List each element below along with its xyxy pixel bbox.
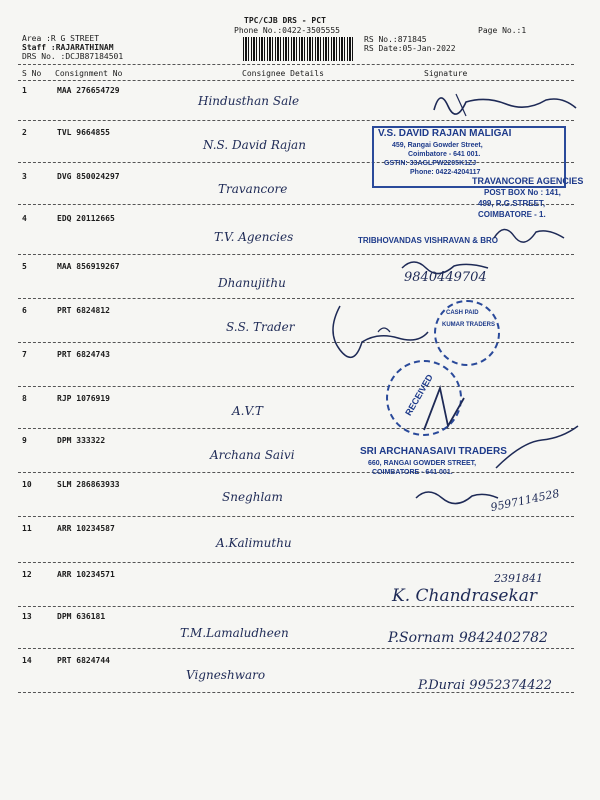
signature-row4 xyxy=(490,222,570,246)
row-consignment: ARR 10234571 xyxy=(57,570,115,579)
david-stamp-address1: 459, Rangai Gowder Street, xyxy=(392,142,483,149)
col-consignee-header: Consignee Details xyxy=(242,69,324,78)
rs-date: RS Date:05-Jan-2022 xyxy=(364,44,456,53)
row-sno: 8 xyxy=(22,394,27,403)
row-consignee: Travancore xyxy=(218,182,288,196)
row-sno: 14 xyxy=(22,656,32,665)
cash-paid-stamp: CASH PAID xyxy=(446,310,479,316)
row-consignee: T.M.Lamaludheen xyxy=(180,626,289,640)
row-consignment: DPM 636181 xyxy=(57,612,106,621)
row-consignment: MAA 856919267 xyxy=(57,262,120,271)
row-consignment: DPM 333322 xyxy=(57,436,106,445)
signature-row14: P.Durai 9952374422 xyxy=(418,678,553,693)
row-sno: 5 xyxy=(22,262,27,271)
row-consignment: ARR 10234587 xyxy=(57,524,115,533)
rs-number: RS No.:871845 xyxy=(364,35,427,44)
signature-row5-phone: 9840449704 xyxy=(404,270,487,285)
row-sno: 13 xyxy=(22,612,32,621)
col-signature-header: Signature xyxy=(424,69,468,78)
row-consignment: PRT 6824743 xyxy=(57,350,110,359)
signature-row6 xyxy=(318,302,438,362)
signature-row1 xyxy=(426,86,586,122)
travancore-stamp-address1: POST BOX No : 141, xyxy=(484,188,561,197)
row-divider xyxy=(18,386,574,387)
travancore-stamp-name: TRAVANCORE AGENCIES xyxy=(472,176,584,186)
row-sno: 4 xyxy=(22,214,27,223)
row-divider xyxy=(18,606,574,607)
area-label: Area :R G STREET xyxy=(22,34,100,43)
row-sno: 11 xyxy=(22,524,32,533)
row-consignee: A.V.T xyxy=(232,404,263,418)
row-consignee: Dhanujithu xyxy=(218,276,286,290)
travancore-stamp-address3: COIMBATORE - 1. xyxy=(478,210,546,219)
kumar-stamp-name: KUMAR TRADERS xyxy=(442,322,495,328)
document-title: TPC/CJB DRS - PCT xyxy=(244,16,326,25)
david-stamp-phone: Phone: 0422-4204117 xyxy=(410,169,481,176)
row-divider xyxy=(18,428,574,429)
row-sno: 6 xyxy=(22,306,27,315)
row-consignment: PRT 6824812 xyxy=(57,306,110,315)
signature-row8 xyxy=(414,380,474,440)
row-divider xyxy=(18,298,574,299)
row-divider xyxy=(18,648,574,649)
page-number: Page No.:1 xyxy=(478,26,527,35)
drs-number: DRS No. :DCJB87184501 xyxy=(22,52,124,61)
col-sno-header: S No xyxy=(22,69,42,78)
archana-stamp-address2: COIMBATORE - 641 001. xyxy=(372,469,453,476)
archana-stamp-name: SRI ARCHANASAIVI TRADERS xyxy=(360,446,507,457)
row-consignee: Vigneshwaro xyxy=(186,668,266,682)
travancore-stamp-address2: 499, R.G.STREET, xyxy=(478,199,546,208)
row-sno: 2 xyxy=(22,128,27,137)
row-consignment: PRT 6824744 xyxy=(57,656,110,665)
row-consignee: S.S. Trader xyxy=(226,320,295,334)
row-divider xyxy=(18,562,574,563)
david-stamp-name: V.S. DAVID RAJAN MALIGAI xyxy=(378,128,512,139)
row-consignee: N.S. David Rajan xyxy=(203,138,306,152)
received-stamp-text: RECEIVED xyxy=(403,372,435,418)
signature-row13: P.Sornam 9842402782 xyxy=(388,630,548,646)
row-consignee: A.Kalimuthu xyxy=(216,536,292,550)
signature-row10-stroke xyxy=(412,484,502,508)
barcode xyxy=(243,37,353,61)
row-sno: 1 xyxy=(22,86,27,95)
david-stamp-address2: Coimbatore - 641 001. xyxy=(408,151,481,158)
row-sno: 7 xyxy=(22,350,27,359)
col-consignment-header: Consignment No xyxy=(55,69,123,78)
staff-label: Staff :RAJARATHINAM xyxy=(22,43,114,52)
signature-row10-phone: 9597114528 xyxy=(489,486,561,515)
row-consignment: MAA 276654729 xyxy=(57,86,120,95)
row-consignee: Hindusthan Sale xyxy=(198,94,300,108)
signature-row12-name: K. Chandrasekar xyxy=(392,586,538,606)
row-consignee: T.V. Agencies xyxy=(214,230,294,244)
row-sno: 9 xyxy=(22,436,27,445)
row-consignment: SLM 286863933 xyxy=(57,480,120,489)
header-rule-bottom xyxy=(18,80,574,81)
archana-stamp-address1: 660, RANGAI GOWDER STREET, xyxy=(368,460,477,467)
signature-row12-number: 2391841 xyxy=(494,572,543,585)
row-divider xyxy=(18,254,574,255)
row-sno: 12 xyxy=(22,570,32,579)
row-consignee: Sneghlam xyxy=(222,490,283,504)
row-consignee: Archana Saivi xyxy=(210,448,295,462)
row-divider xyxy=(18,472,574,473)
row-sno: 3 xyxy=(22,172,27,181)
row-consignment: TVL 9664855 xyxy=(57,128,110,137)
tribhovandas-stamp: TRIBHOVANDAS VISHRAVAN & BRO xyxy=(358,236,499,245)
signature-row9 xyxy=(492,422,582,472)
row-consignment: EDQ 20112665 xyxy=(57,214,115,223)
row-consignment: DVG 850024297 xyxy=(57,172,120,181)
row-sno: 10 xyxy=(22,480,32,489)
header-rule-top xyxy=(18,64,574,65)
row-divider xyxy=(18,516,574,517)
david-stamp-gstin: GSTIN: 33AGLPW2205K1ZJ xyxy=(384,160,477,167)
row-consignment: RJP 1076919 xyxy=(57,394,110,403)
phone-number: Phone No.:0422-3505555 xyxy=(234,26,340,35)
